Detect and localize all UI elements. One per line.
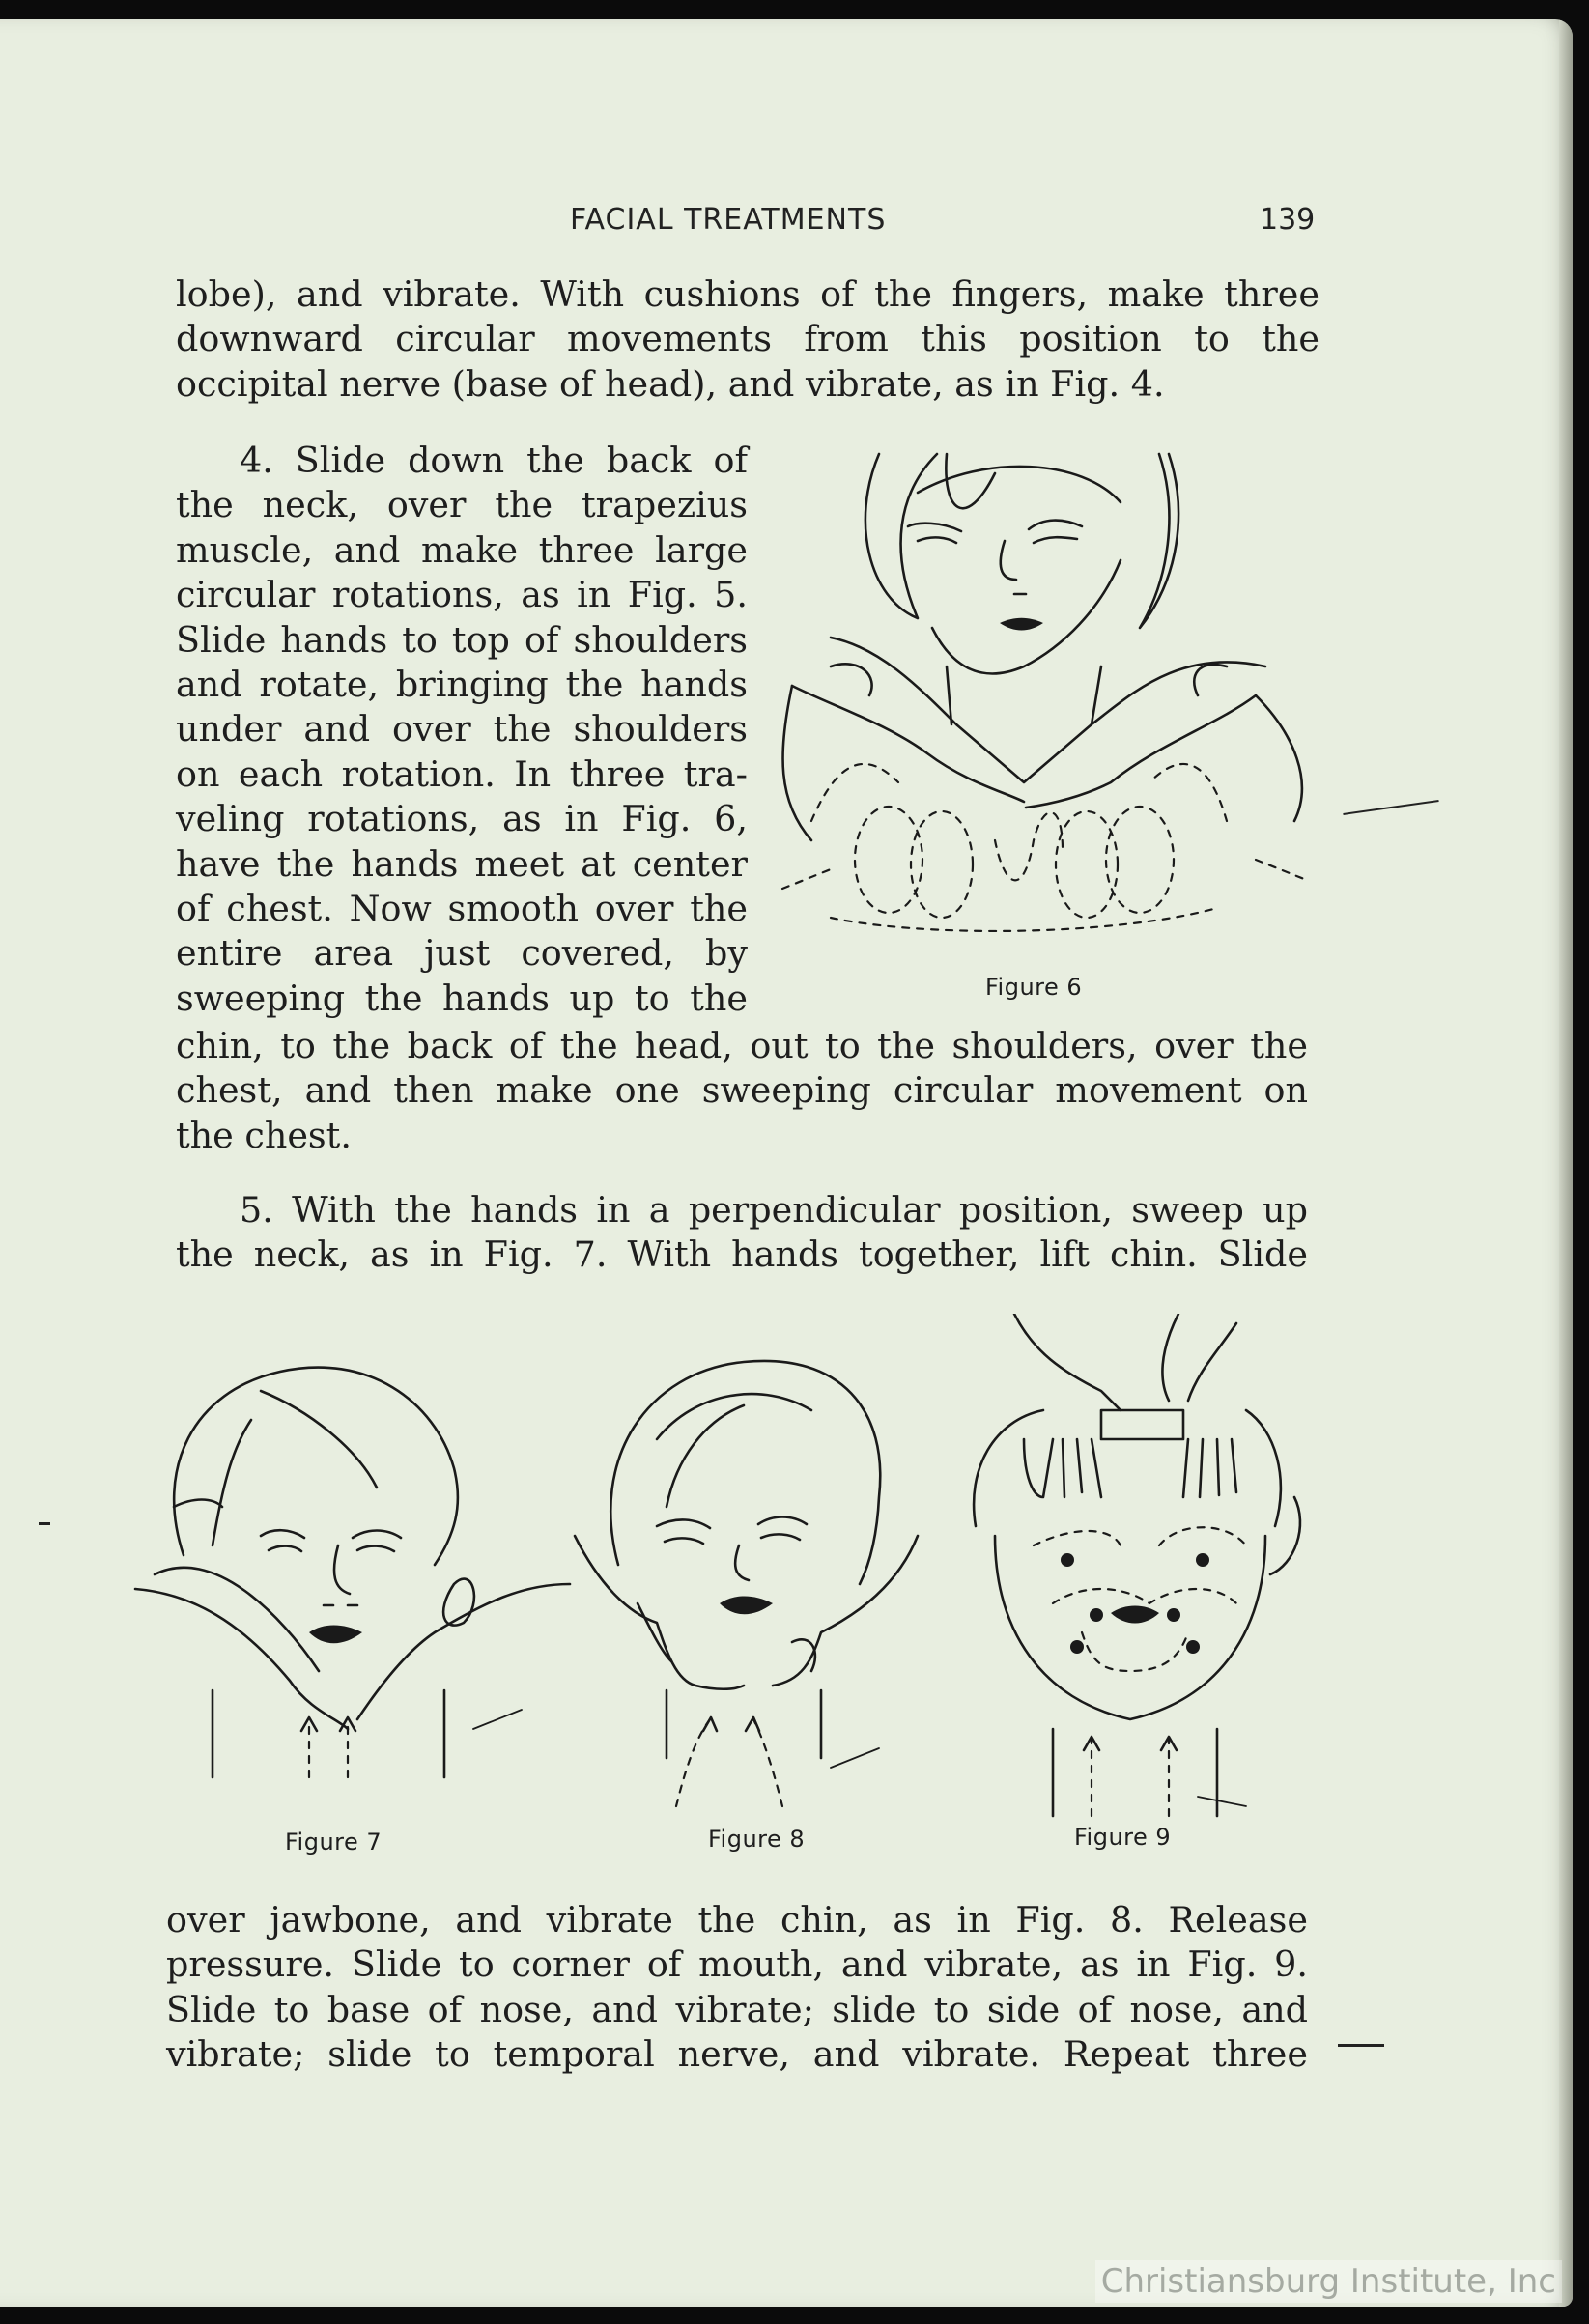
running-title: FACIAL TREATMENTS bbox=[570, 203, 887, 237]
shoulder-massage-drawing bbox=[773, 435, 1314, 976]
text-line: chest, and then make one sweeping circular movement on bbox=[176, 1069, 1308, 1112]
text-line: circular rotations, as in Fig. 5. bbox=[176, 574, 748, 616]
text-line: of chest. Now smooth over the bbox=[176, 888, 748, 930]
text-line: the neck, as in Fig. 7. With hands together, lift chin. Slide bbox=[176, 1233, 1308, 1276]
text-line: vibrate; slide to temporal nerve, and vibrate. Repeat three bbox=[166, 2033, 1308, 2076]
margin-mark bbox=[1343, 800, 1438, 815]
paragraph-step-5 bbox=[176, 1188, 1308, 1278]
margin-mark bbox=[39, 1522, 50, 1525]
text-line: on each rotation. In three tra- bbox=[176, 752, 748, 795]
face-massage-drawing bbox=[956, 1314, 1323, 1855]
text-line: Slide to base of nose, and vibrate; slide to side of nose, and bbox=[166, 1988, 1308, 2030]
page-number: 139 bbox=[1260, 203, 1316, 237]
text-line: Slide hands to top of shoulders bbox=[176, 618, 748, 661]
text-line: and rotate, bringing the hands bbox=[176, 664, 748, 706]
text-line: under and over the shoulders bbox=[176, 708, 748, 751]
text-line: muscle, and make three large bbox=[176, 528, 748, 571]
paragraph-step-4 bbox=[176, 439, 748, 1021]
watermark: Christiansburg Institute, Inc bbox=[1095, 2260, 1562, 2303]
figure-9-caption: Figure 9 bbox=[1074, 1824, 1172, 1851]
figure-9-illustration bbox=[956, 1314, 1323, 1855]
text-line: downward circular movements from this position to the bbox=[176, 318, 1319, 360]
text-line: sweeping the hands up to the bbox=[176, 977, 748, 1019]
text-line: veling rotations, as in Fig. 6, bbox=[176, 798, 748, 840]
figure-7-caption: Figure 7 bbox=[285, 1828, 383, 1856]
figure-8-caption: Figure 8 bbox=[708, 1826, 806, 1853]
text-line: 5. With the hands in a perpendicular position, sweep up bbox=[240, 1189, 1308, 1231]
paragraph-step-4-continued bbox=[176, 1024, 1308, 1158]
text-line: have the hands meet at center bbox=[176, 842, 748, 885]
text-line: the chest. bbox=[176, 1114, 352, 1156]
text-line: pressure. Slide to corner of mouth, and vibrate, as in Fig. 9. bbox=[166, 1943, 1308, 1986]
text-line: lobe), and vibrate. With cushions of the fingers, make three bbox=[176, 273, 1319, 315]
book-page bbox=[0, 19, 1573, 2307]
paragraph-continuation bbox=[176, 272, 1319, 407]
text-line: over jawbone, and vibrate the chin, as in Fig. 8. Release bbox=[166, 1899, 1308, 1941]
text-line: chin, to the back of the head, out to the shoulders, over the bbox=[176, 1025, 1308, 1066]
running-head bbox=[0, 201, 1573, 249]
chin-massage-drawing bbox=[570, 1314, 976, 1855]
neck-massage-drawing bbox=[116, 1314, 580, 1855]
text-line: 4. Slide down the back of bbox=[240, 439, 748, 481]
figure-6-caption: Figure 6 bbox=[985, 974, 1083, 1001]
text-line: entire area just covered, by bbox=[176, 932, 748, 975]
figure-7-illustration bbox=[116, 1314, 580, 1855]
paragraph-step-5-continued bbox=[166, 1898, 1308, 2078]
figure-6-illustration bbox=[773, 435, 1314, 976]
margin-mark bbox=[1338, 2044, 1384, 2047]
text-line: the neck, over the trapezius bbox=[176, 484, 748, 526]
figure-8-illustration bbox=[570, 1314, 976, 1855]
text-line: occipital nerve (base of head), and vibrate, as in Fig. 4. bbox=[176, 362, 1165, 405]
